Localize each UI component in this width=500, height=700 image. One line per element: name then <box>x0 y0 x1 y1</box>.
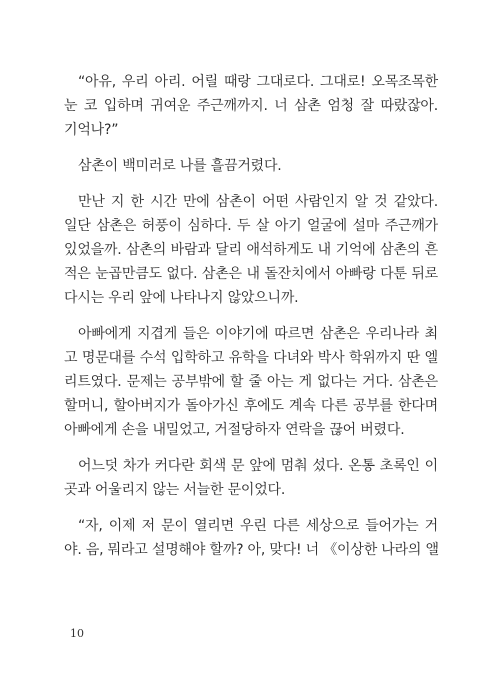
text-line: 기억나?” <box>64 122 119 138</box>
paragraph-narration-4 <box>64 454 438 502</box>
text-line: “자, 이제 저 문이 열리면 우린 다른 세상으로 들어가는 거 <box>78 518 438 534</box>
text-line: 만난 지 한 시간 만에 삼촌이 어떤 사람인지 알 것 같았다. <box>78 194 438 210</box>
paragraph-dialogue-1 <box>64 70 438 142</box>
body-text <box>64 70 438 574</box>
paragraph-narration-1 <box>64 154 438 178</box>
text-line: 리트였다. 문제는 공부밖에 할 줄 아는 게 없다는 거다. 삼촌은 <box>64 374 438 390</box>
text-line: 야. 음, 뭐라고 설명해야 할까? 아, 맞다! 너 《이상한 나라의 앨 <box>64 542 439 558</box>
text-line: 할머니, 할아버지가 돌아가신 후에도 계속 다른 공부를 한다며 <box>64 398 438 414</box>
text-line: 아빠에게 지겹게 들은 이야기에 따르면 삼촌은 우리나라 최 <box>78 326 438 342</box>
paragraph-dialogue-2 <box>64 514 438 562</box>
text-line: 있었을까. 삼촌의 바람과 달리 애석하게도 내 기억에 삼촌의 흔 <box>64 242 438 258</box>
text-line: “아유, 우리 아리. 어릴 때랑 그대로다. 그대로! 오목조목한 <box>78 74 438 90</box>
text-line: 고 명문대를 수석 입학하고 유학을 다녀와 박사 학위까지 딴 엘 <box>64 350 438 366</box>
text-line: 삼촌이 백미러로 나를 흘끔거렸다. <box>78 158 282 174</box>
text-line: 일단 삼촌은 허풍이 심하다. 두 살 아기 얼굴에 설마 주근깨가 <box>64 218 438 234</box>
text-line: 어느덧 차가 커다란 회색 문 앞에 멈춰 섰다. 온통 초록인 이 <box>78 458 438 474</box>
paragraph-narration-3 <box>64 322 438 442</box>
text-line: 곳과 어울리지 않는 서늘한 문이었다. <box>64 482 286 498</box>
text-line: 아빠에게 손을 내밀었고, 거절당하자 연락을 끊어 버렸다. <box>64 422 405 438</box>
text-line: 다시는 우리 앞에 나타나지 않았으니까. <box>64 290 299 306</box>
text-line: 눈 코 입하며 귀여운 주근깨까지. 너 삼촌 엄청 잘 따랐잖아. <box>64 98 438 114</box>
page-number: 10 <box>70 627 84 640</box>
text-line: 적은 눈곱만큼도 없다. 삼촌은 내 돌잔치에서 아빠랑 다툰 뒤로 <box>64 266 438 282</box>
paragraph-narration-2 <box>64 190 438 310</box>
